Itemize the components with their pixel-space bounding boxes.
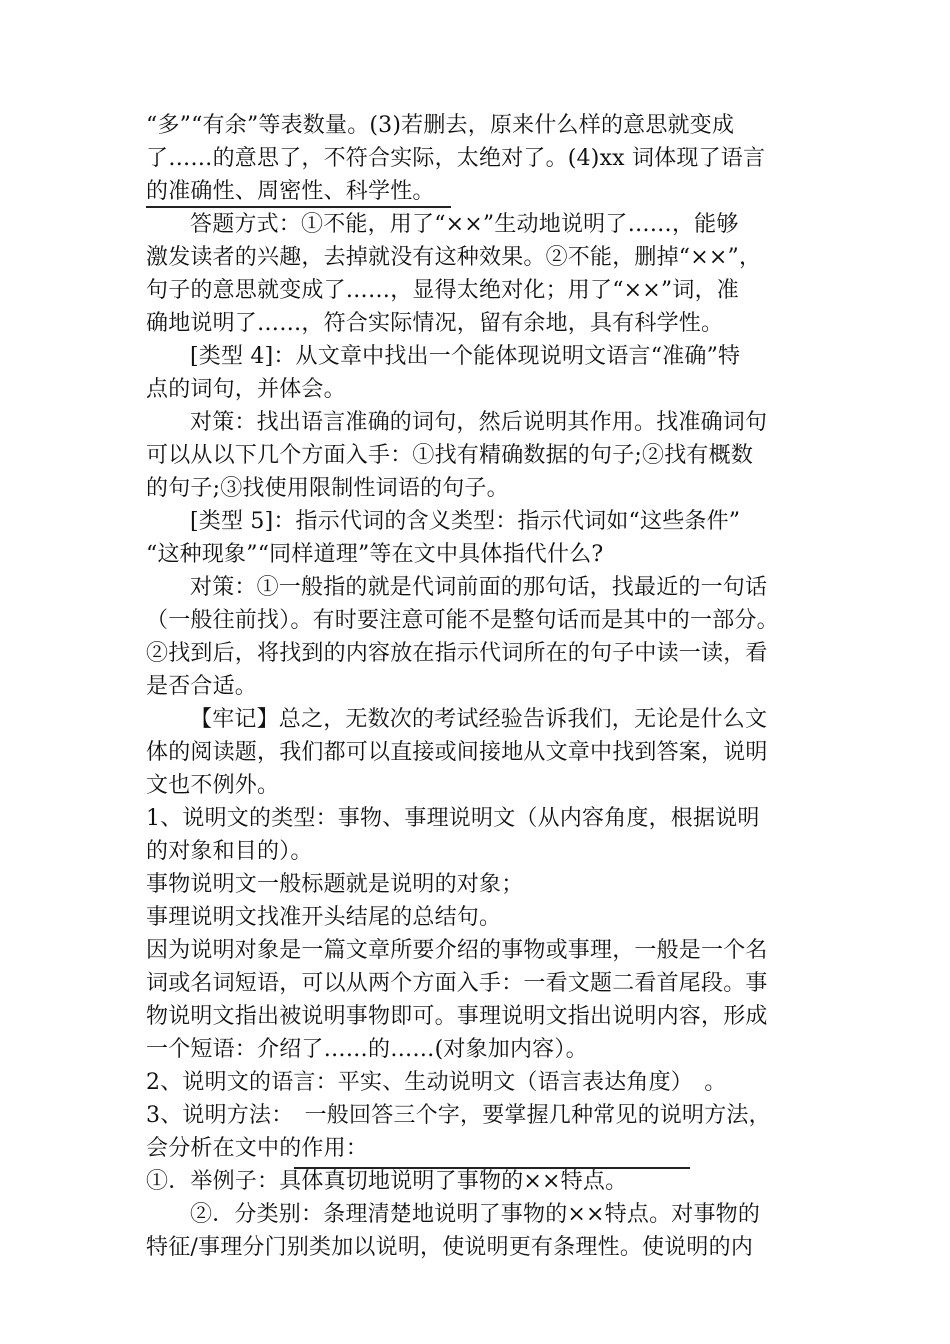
text-line: 了……的意思了，不符合实际，太绝对了。(4)xx 词体现了语言 (146, 146, 766, 171)
text-line: 【牢记】总之，无数次的考试经验告诉我们，无论是什么文 (190, 707, 768, 732)
text-line: 因为说明对象是一篇文章所要介绍的事物或事理，一般是一个名 (146, 938, 768, 963)
text-line: ②．分类别：条理清楚地说明了事物的××特点。对事物的 (190, 1202, 761, 1227)
text-line: 物说明文指出被说明事物即可。事理说明文指出说明内容，形成 (146, 1004, 768, 1029)
text-line: ①．举例子：具体真切地说明了事物的××特点。 (146, 1169, 628, 1194)
text-line: 的对象和目的）。 (146, 839, 313, 864)
text-line: 体的阅读题，我们都可以直接或间接地从文章中找到答案，说明 (146, 740, 768, 765)
text-line: 点的词句，并体会。 (146, 377, 346, 402)
text-line: “这种现象”“同样道理”等在文中具体指代什么? (146, 542, 604, 567)
text-line: [类型 5]：指示代词的含义类型：指示代词如“这些条件” (190, 509, 741, 534)
text-line: 答题方式：①不能，用了“××”生动地说明了……，能够 (190, 212, 739, 237)
text-line: 对策：找出语言准确的词句，然后说明其作用。找准确词句 (190, 410, 768, 435)
text-line: 事物说明文一般标题就是说明的对象； (146, 872, 524, 897)
text-line: [类型 4]：从文章中找出一个能体现说明文语言“准确”特 (190, 344, 741, 369)
text-line: 确地说明了……，符合实际情况，留有余地，具有科学性。 (146, 311, 724, 336)
text-line: 是否合适。 (146, 674, 258, 699)
text-line: 的准确性、周密性、科学性。 (146, 179, 435, 204)
text-line: 事理说明文找准开头结尾的总结句。 (146, 905, 502, 930)
text-line: 文也不例外。 (146, 773, 280, 798)
text-line: 句子的意思就变成了……，显得太绝对化；用了“××”词，准 (146, 278, 739, 303)
text-line: 特征/事理分门别类加以说明，使说明更有条理性。使说明的内 (146, 1235, 754, 1260)
text-line: 1、说明文的类型：事物、事理说明文（从内容角度，根据说明 (146, 806, 760, 831)
text-line: 对策：①一般指的就是代词前面的那句话，找最近的一句话 (190, 575, 768, 600)
text-line: （一般往前找）。有时要注意可能不是整句话而是其中的一部分。 (146, 608, 779, 633)
text-line: 会分析在文中的作用： (146, 1136, 369, 1161)
text-line: 一个短语：介绍了……的……(对象加内容）。 (146, 1037, 588, 1062)
text-line: 2、说明文的语言：平实、生动说明文（语言表达角度） 。 (146, 1070, 727, 1095)
text-line: 激发读者的兴趣，去掉就没有这种效果。②不能，删掉“××”， (146, 245, 762, 270)
text-line: ②找到后，将找到的内容放在指示代词所在的句子中读一读，看 (146, 641, 768, 666)
text-line: 可以从以下几个方面入手：①找有精确数据的句子;②找有概数 (146, 443, 754, 468)
text-line: “多”“有余”等表数量。(3)若删去，原来什么样的意思就变成 (146, 113, 735, 138)
text-line: 的句子;③找使用限制性词语的句子。 (146, 476, 509, 501)
text-line: 3、说明方法： 一般回答三个字，要掌握几种常见的说明方法， (146, 1103, 771, 1128)
text-line: 词或名词短语，可以从两个方面入手：一看文题二看首尾段。事 (146, 971, 768, 996)
underline-rule (294, 1167, 690, 1169)
